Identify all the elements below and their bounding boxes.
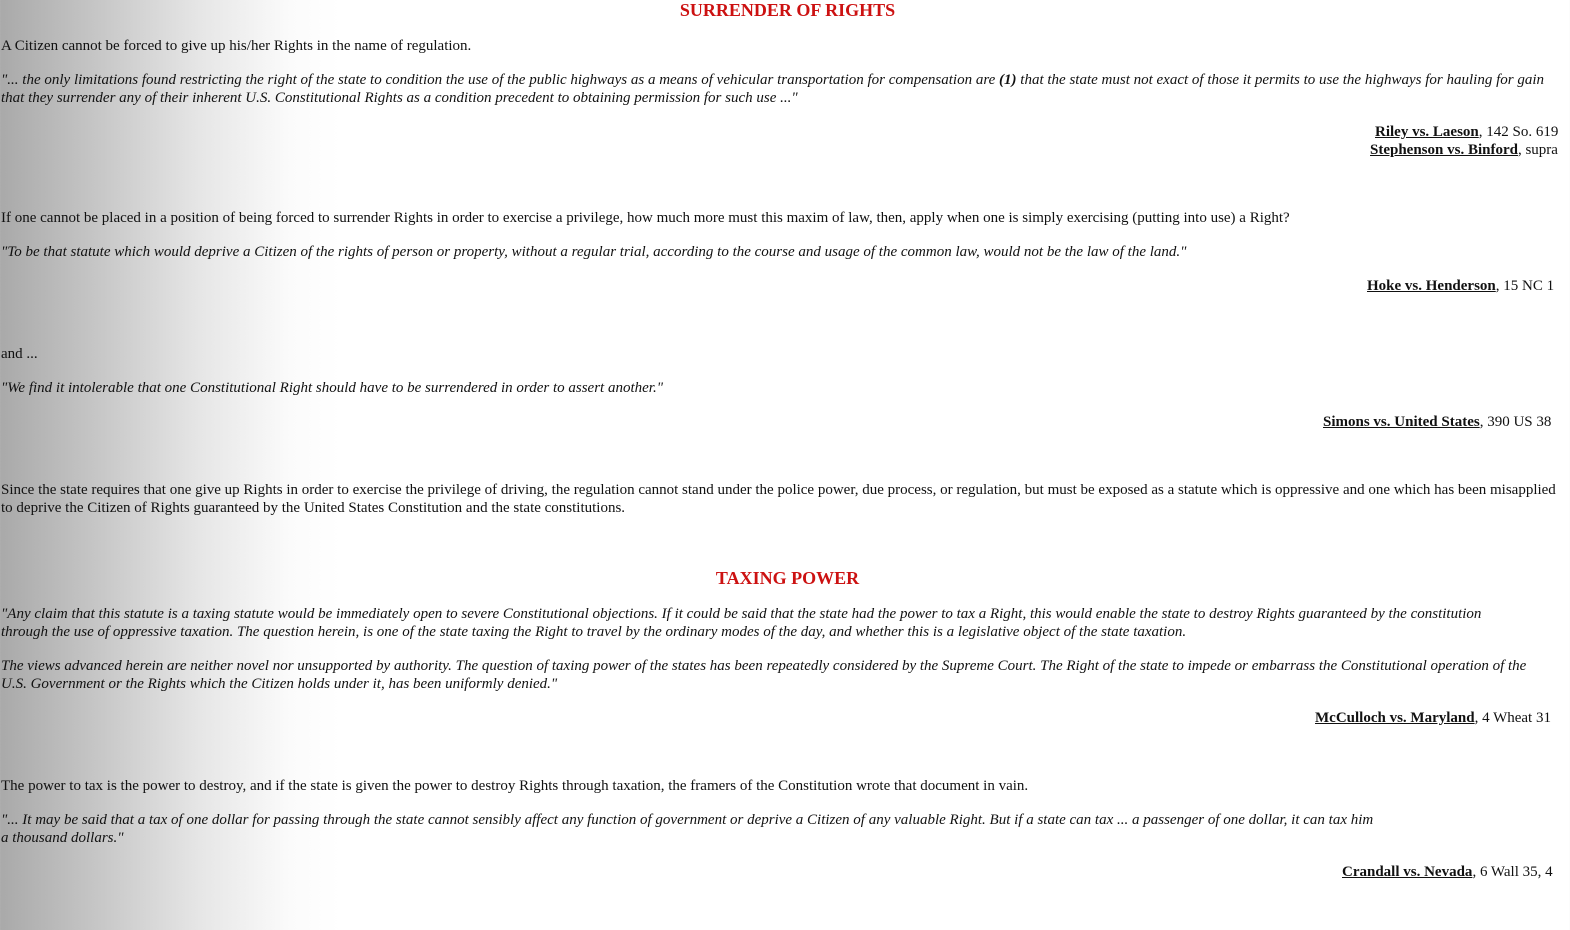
case-link-riley[interactable]: Riley vs. Laeson [1375,124,1479,140]
case-link-simons[interactable]: Simons vs. United States [1323,414,1480,430]
citation-hoke [0,277,1570,295]
quote-crandall-line2: a thousand dollars." [1,830,124,846]
citation-riley-rest: , 142 So. 619 [1478,124,1559,140]
case-link-mcculloch[interactable]: McCulloch vs. Maryland [1315,710,1475,726]
citation-hoke-rest: , 15 NC 1 [1495,278,1555,294]
section-title-surrender: SURRENDER OF RIGHTS [679,0,896,20]
quote-riley-text-b: that the state must not exact of those it permits to use the highways for hauling for gain that they surrender any of their inherent U.S. Constitutional Rights as a condition precedent to obtaining permission for such use ..." [1,72,1544,106]
paragraph-power-to-tax: The power to tax is the power to destroy, and if the state is given the power to destroy Rights through taxation, the framers of the Constitution wrote that document in vain. [1,778,1029,794]
section-title-taxing: TAXING POWER [715,568,860,588]
citation-riley [0,123,1570,141]
case-link-stephenson[interactable]: Stephenson vs. Binford [1370,142,1518,158]
paragraph-intro: A Citizen cannot be forced to give up his/her Rights in the name of regulation. [1,38,472,54]
quote-crandall [1,811,1561,847]
quote-taxing-1: "Any claim that this statute is a taxing statute would be immediately open to severe Constitutional objections. If it could be said that the state had the power to tax a Right, this would enable the state to destroy Rights guaranteed by the constitution through the use of oppressive taxation. The question herein, is one of the state taxing the Right to travel by the ordinary modes of the day, and whether this is a legislative object of the state taxation. [1,606,1482,640]
citation-crandall [0,863,1570,881]
paragraph-and: and ... [1,346,38,362]
case-link-hoke[interactable]: Hoke vs. Henderson [1367,278,1496,294]
quote-riley-text-a: "... the only limitations found restricting the right of the state to condition the use of the public highways as a means of vehicular transportation for compensation are [1,72,1000,88]
quote-simons: "We find it intolerable that one Constitutional Right should have to be surrendered in order to assert another." [1,380,664,396]
citation-simons-rest: , 390 US 38 [1479,414,1552,430]
citation-stephenson-rest: , supra [1517,142,1558,158]
quote-crandall-line1: "... It may be said that a tax of one dollar for passing through the state cannot sensibly affect any function of government or deprive a Citizen of any valuable Right. But if a state can tax ... a passenger of one dollar, it can tax him [1,812,1374,828]
citation-simons [0,413,1570,431]
quote-taxing-2: The views advanced herein are neither novel nor unsupported by authority. The question of taxing power of the states has been repeatedly considered by the Supreme Court. The Right of the state to impede or embarrass the Constitutional operation of the U.S. Government or the Rights which the Citizen holds under it, has been uniformly denied." [1,658,1527,692]
citation-stephenson [0,141,1570,159]
quote-hoke: "To be that statute which would deprive a Citizen of the rights of person or property, without a regular trial, according to the course and usage of the common law, would not be the law of the land." [1,244,1187,260]
quote-riley [1,71,1546,107]
citation-mcculloch [0,709,1570,727]
case-link-crandall[interactable]: Crandall vs. Nevada [1342,864,1473,880]
quote-riley-bold: (1) [999,72,1017,88]
citation-crandall-rest: , 6 Wall 35, 4 [1472,864,1553,880]
paragraph-privilege: If one cannot be placed in a position of being forced to surrender Rights in order to exercise a privilege, how much more must this maxim of law, then, apply when one is simply exercising (putting into use) a Right? [1,210,1290,226]
citation-mcculloch-rest: , 4 Wheat 31 [1474,710,1551,726]
paragraph-conclusion: Since the state requires that one give up Rights in order to exercise the privilege of driving, the regulation cannot stand under the police power, due process, or regulation, but must be exposed as a statute which is oppressive and one which has been misapplied to deprive the Citizen of Rights guaranteed by the United States Constitution and the state constitutions. [1,482,1556,516]
